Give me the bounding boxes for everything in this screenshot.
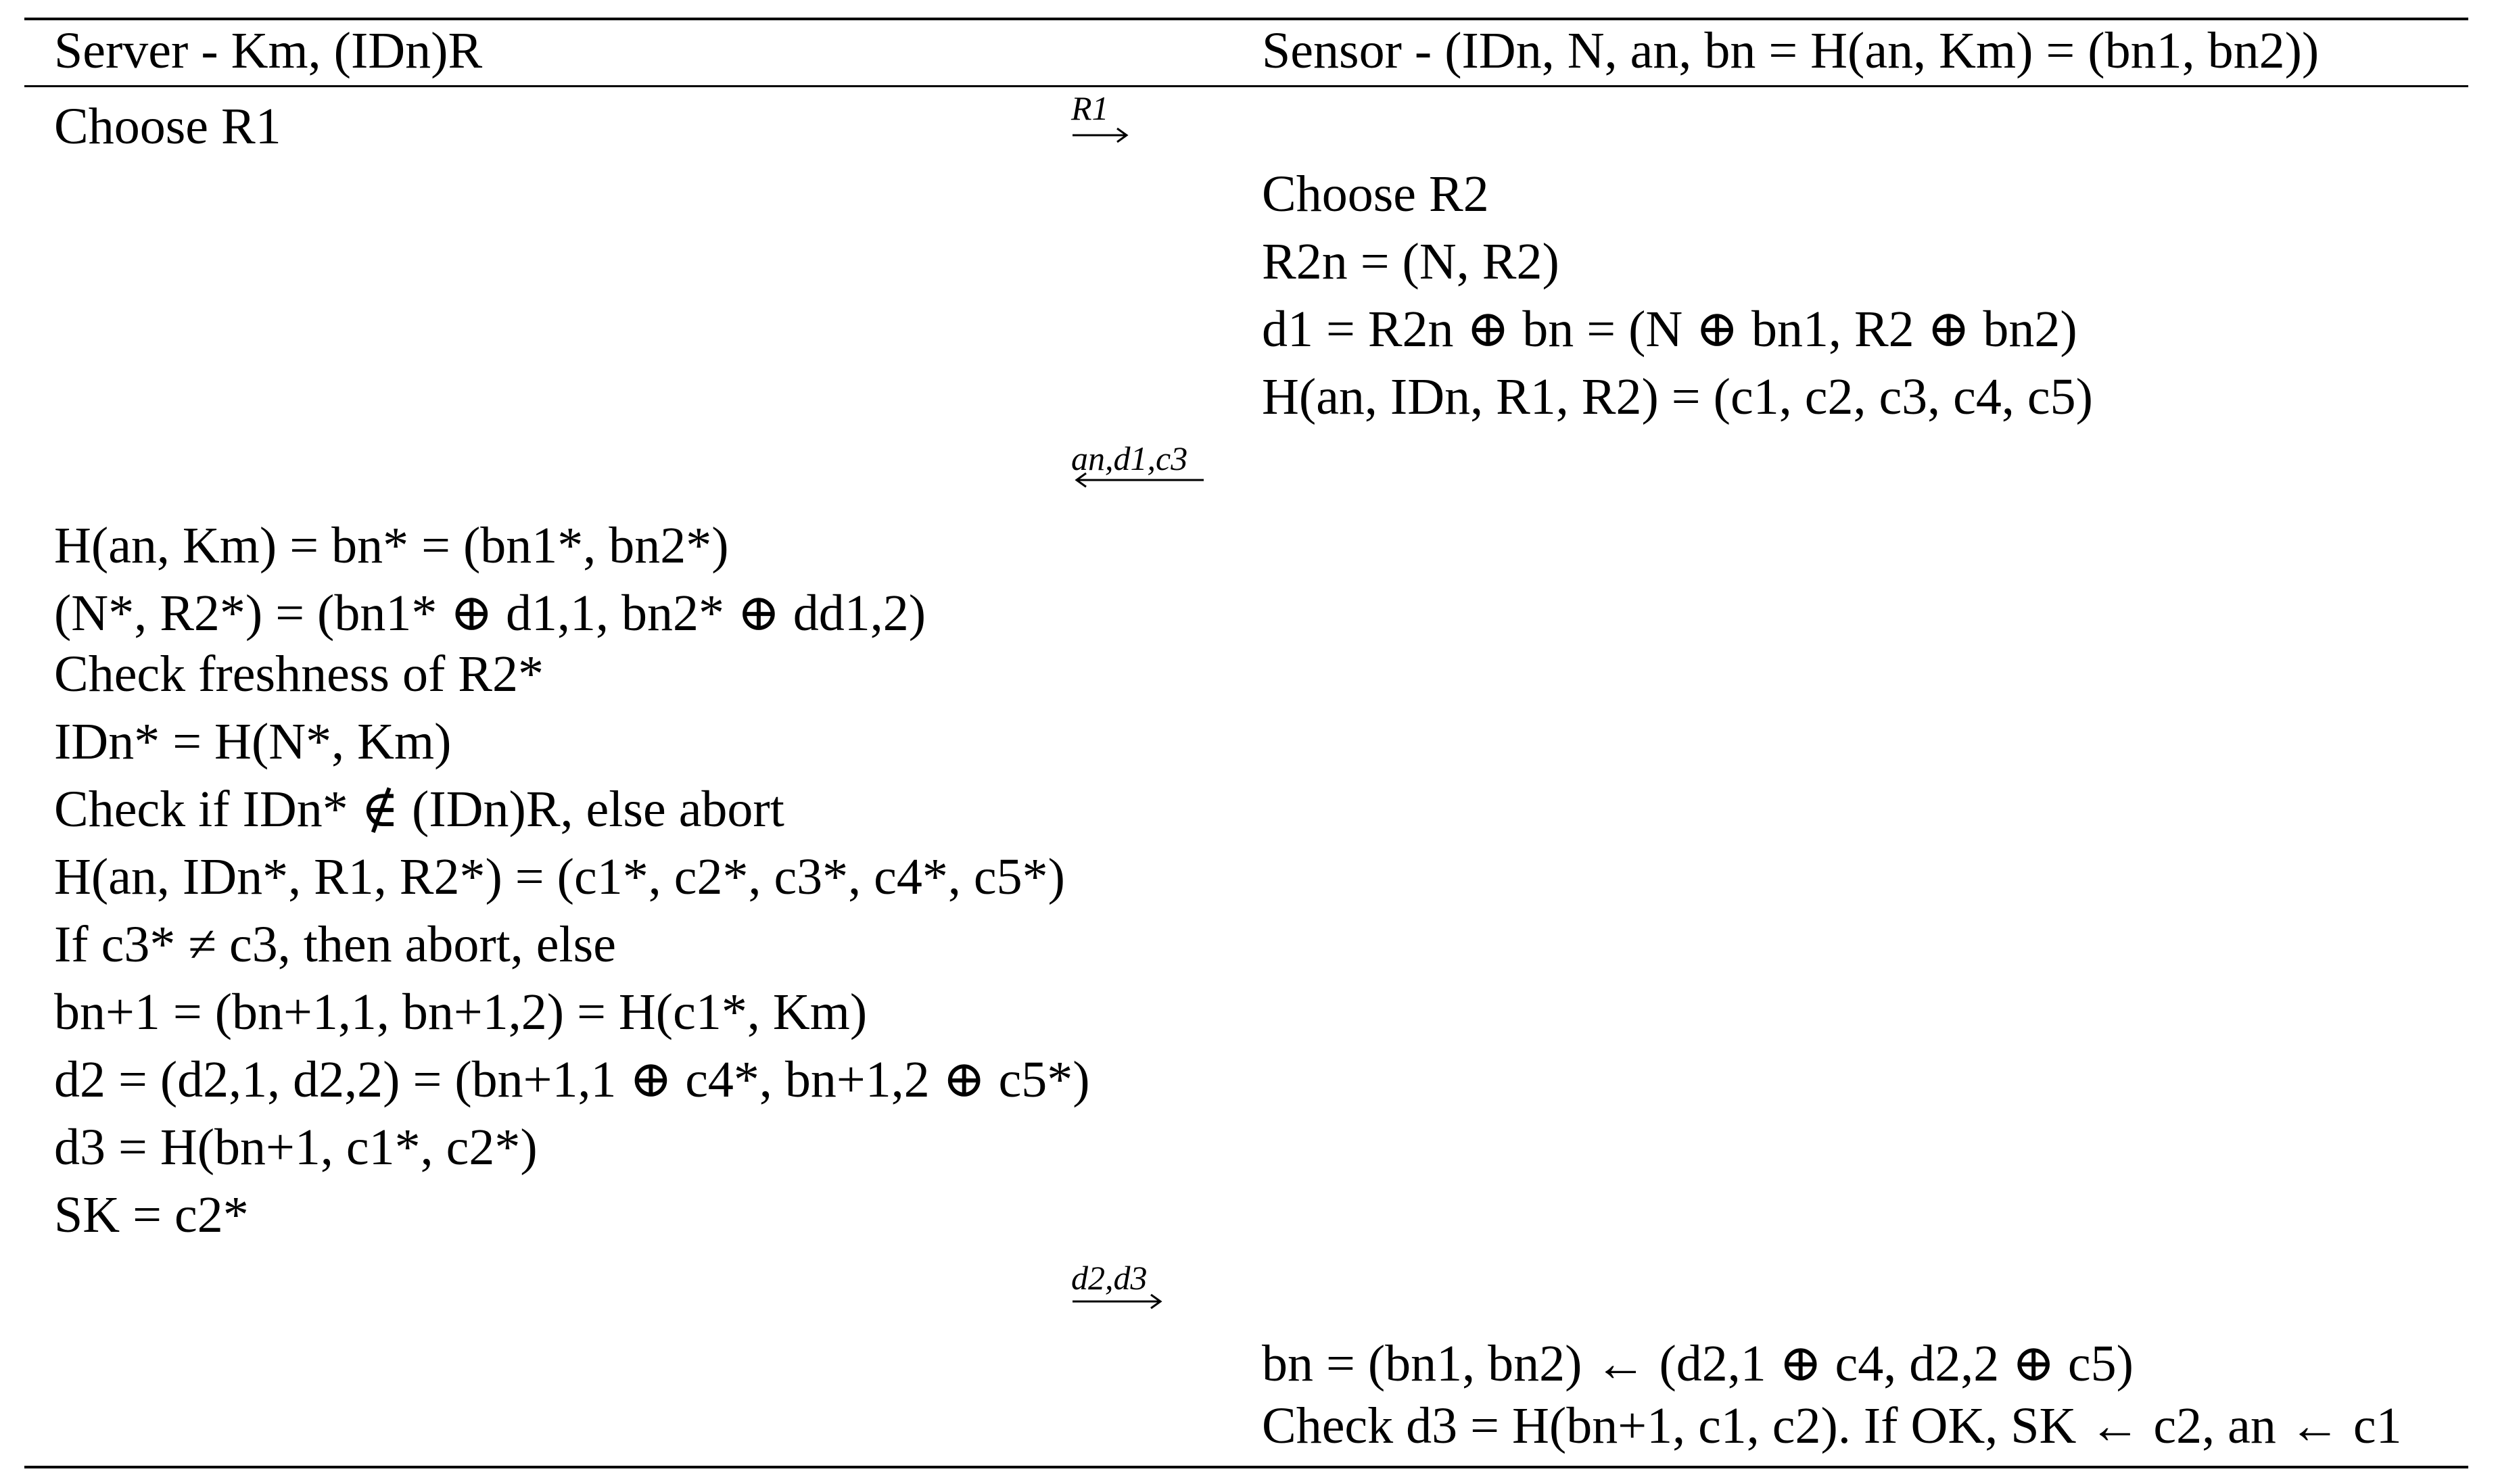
message-label-d2-d3: d2,d3 xyxy=(1071,1259,1148,1297)
server-step: (N*, R2*) = (bn1* ⊕ d1,1, bn2* ⊕ dd1,2) xyxy=(54,585,926,642)
server-step: H(an, IDn*, R1, R2*) = (c1*, c2*, c3*, c4*, c5*) xyxy=(54,848,1065,905)
server-step: If c3* ≠ c3, then abort, else xyxy=(54,916,616,973)
right-arrow-icon xyxy=(1071,1288,1166,1315)
server-step: Check if IDn* ∉ (IDn)R, else abort xyxy=(54,781,784,838)
server-step: SK = c2* xyxy=(54,1187,249,1243)
server-header: Server - Km, (IDn)R xyxy=(54,22,483,79)
message-label-an-d1-c3: an,d1,c3 xyxy=(1071,439,1188,477)
header-rule xyxy=(24,85,2468,87)
server-step: Check freshness of R2* xyxy=(54,646,544,702)
sensor-step: Choose R2 xyxy=(1262,166,1489,222)
sensor-header: Sensor - (IDn, N, an, bn = H(an, Km) = (bn1, bn2)) xyxy=(1262,22,2320,79)
server-step: d2 = (d2,1, d2,2) = (bn+1,1 ⊕ c4*, bn+1,2 ⊕ c5*) xyxy=(54,1051,1090,1108)
server-step: Choose R1 xyxy=(54,98,281,155)
sensor-step: d1 = R2n ⊕ bn = (N ⊕ bn1, R2 ⊕ bn2) xyxy=(1262,301,2077,358)
server-step: IDn* = H(N*, Km) xyxy=(54,713,452,770)
sensor-step: H(an, IDn, R1, R2) = (c1, c2, c3, c4, c5) xyxy=(1262,368,2093,425)
sensor-step: Check d3 = H(bn+1, c1, c2). If OK, SK ← c2, an ← c1 xyxy=(1262,1397,2402,1454)
message-label-r1: R1 xyxy=(1071,89,1109,127)
sensor-step: bn = (bn1, bn2) ← (d2,1 ⊕ c4, d2,2 ⊕ c5) xyxy=(1262,1335,2134,1392)
bottom-rule xyxy=(24,1466,2468,1468)
right-arrow-icon xyxy=(1071,122,1132,149)
server-step: bn+1 = (bn+1,1, bn+1,2) = H(c1*, Km) xyxy=(54,984,868,1040)
sensor-step: R2n = (N, R2) xyxy=(1262,233,1559,290)
server-step: H(an, Km) = bn* = (bn1*, bn2*) xyxy=(54,517,729,574)
left-arrow-icon xyxy=(1071,466,1206,494)
server-step: d3 = H(bn+1, c1*, c2*) xyxy=(54,1119,538,1176)
